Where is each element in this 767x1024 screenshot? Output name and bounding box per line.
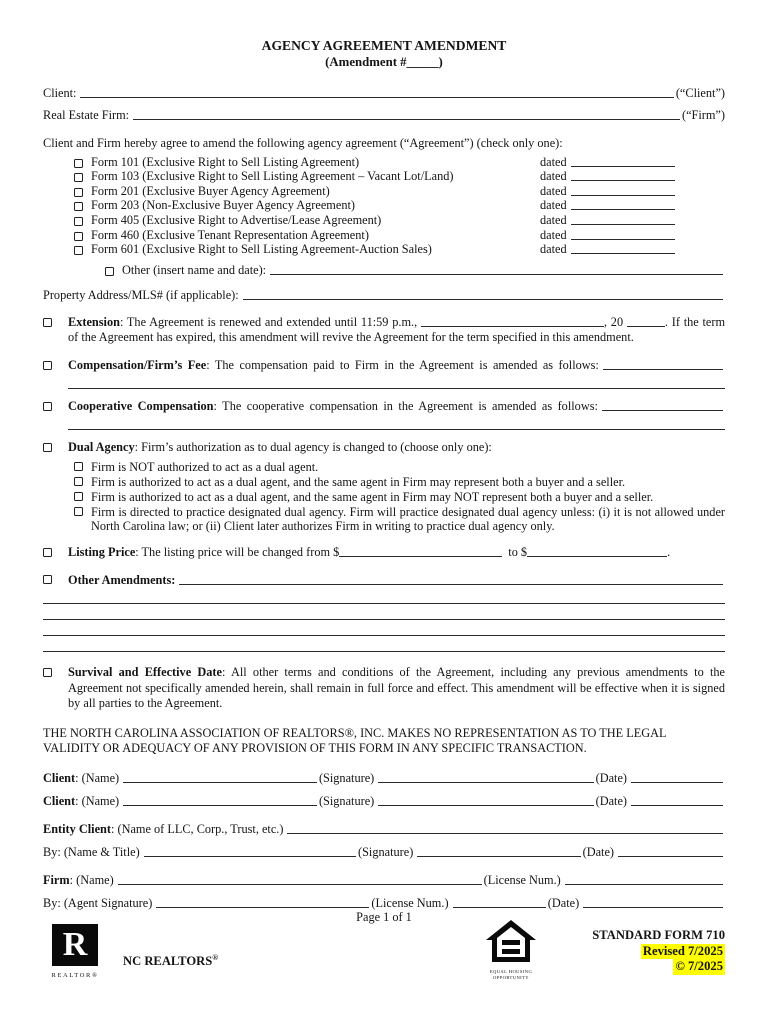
- standard-form-number: STANDARD FORM 710: [592, 928, 725, 942]
- other-form-input-line[interactable]: [270, 274, 723, 275]
- compensation-section: [43, 358, 725, 389]
- realtor-logo: [47, 924, 103, 983]
- agent-date-line[interactable]: [583, 907, 723, 908]
- entity-by-row: [43, 844, 725, 860]
- listing-price-label: Listing Price: [68, 545, 136, 560]
- client2-name-line[interactable]: [123, 805, 317, 806]
- cooperative-compensation-label: Cooperative Compensation: [68, 399, 214, 414]
- cooperative-input-line-2[interactable]: [68, 414, 725, 430]
- client1-date-line[interactable]: [631, 782, 723, 783]
- client2-signature-line[interactable]: [378, 805, 593, 806]
- client1-signature-line[interactable]: [378, 782, 593, 783]
- firm-name-input-line[interactable]: [133, 119, 680, 120]
- dated-label: dated: [540, 183, 567, 198]
- firm-license-line[interactable]: [565, 884, 723, 885]
- entity-by-date-line[interactable]: [618, 856, 723, 857]
- listing-price-section: [43, 545, 725, 563]
- dual-agency-checkbox[interactable]: [43, 443, 52, 452]
- agent-signature-line[interactable]: [156, 907, 369, 908]
- page-footer: [43, 910, 725, 1020]
- dual-agency-option-checkbox[interactable]: [74, 507, 83, 516]
- client-signature-row-2: Client: (Name) (Signature) (Date): [43, 793, 725, 809]
- other-amendments-input-line-3[interactable]: [43, 604, 725, 620]
- property-address-row: [43, 288, 725, 303]
- other-amendments-label: Other Amendments:: [68, 573, 176, 588]
- form-option-row: [74, 213, 725, 228]
- eho-caption-line2: OPPORTUNITY: [492, 974, 530, 980]
- signature-label: (Signature): [357, 844, 414, 859]
- cooperative-compensation-text: : The cooperative compensation in the Agreement is amended as follows:: [213, 399, 598, 414]
- form-option-checkbox[interactable]: [74, 246, 83, 255]
- nc-realtors-wordmark: NC REALTORS®: [123, 953, 219, 969]
- date-label: (Date): [595, 793, 627, 808]
- cooperative-compensation-checkbox[interactable]: [43, 402, 52, 411]
- amendment-number-line: (Amendment #_____): [325, 55, 443, 69]
- license-num-label: (License Num.): [483, 872, 561, 887]
- form-option-row: [74, 228, 725, 243]
- form-option-checkbox[interactable]: [74, 173, 83, 182]
- agent-signature-label: By: (Agent Signature): [43, 895, 153, 910]
- signature-label: (Signature): [318, 793, 375, 808]
- survival-checkbox[interactable]: [43, 668, 52, 677]
- dated-input-line[interactable]: [571, 180, 675, 181]
- client2-date-line[interactable]: [631, 805, 723, 806]
- client-name-input-line[interactable]: [80, 97, 673, 98]
- other-amendments-input-line-5[interactable]: [43, 636, 725, 652]
- copyright-date-highlight: © 7/2025: [675, 959, 723, 973]
- survival-text: Survival and Effective Date: All other terms and conditions of the Agreement, including any previous amendments to the Agreement not specifically amended herein, shall remain in full force and effect. This amendment will be effective when it is signed by all parties to the Agreement.: [68, 665, 725, 711]
- listing-price-period: .: [667, 545, 671, 560]
- listing-price-to-input-line[interactable]: [527, 547, 667, 557]
- dual-agency-option-row: [74, 475, 725, 490]
- signature-label: (Signature): [318, 770, 375, 785]
- listing-price-text-2: to $: [508, 545, 528, 560]
- extension-date-input-line[interactable]: [421, 317, 604, 327]
- license-num-label: (License Num.): [371, 895, 449, 910]
- eho-caption-line1: EQUAL HOUSING: [489, 969, 533, 974]
- realtor-r-icon: R: [52, 924, 98, 966]
- other-amendments-input-line-1[interactable]: [179, 584, 723, 585]
- property-address-label: Property Address/MLS# (if applicable):: [43, 288, 239, 303]
- form-option-checkbox[interactable]: [74, 159, 83, 168]
- client-label: Client:: [43, 86, 77, 100]
- other-amendments-checkbox[interactable]: [43, 575, 52, 584]
- form-option-checkbox[interactable]: [74, 188, 83, 197]
- firm-signature-row: Firm: (Name) (License Num.): [43, 872, 725, 888]
- other-form-label: Other (insert name and date):: [122, 263, 267, 278]
- listing-price-checkbox[interactable]: [43, 548, 52, 557]
- form-option-label: Form 601 (Exclusive Right to Sell Listing Agreement-Auction Sales): [91, 242, 432, 257]
- entity-client-name-line[interactable]: [287, 833, 723, 834]
- other-amendments-section: [43, 572, 725, 652]
- form-option-checkbox[interactable]: [74, 217, 83, 226]
- form-option-row: [74, 184, 725, 199]
- other-amendments-input-line-4[interactable]: [43, 620, 725, 636]
- form-option-label: Form 203 (Non-Exclusive Buyer Agency Agreement): [91, 198, 355, 213]
- agreement-form-list: [43, 155, 725, 278]
- client-row: [43, 86, 725, 101]
- equal-housing-logo: [480, 920, 542, 980]
- other-form-row: [74, 263, 725, 278]
- dated-label: dated: [540, 169, 567, 184]
- dual-agency-option-label: Firm is NOT authorized to act as a dual agent.: [91, 460, 319, 475]
- other-form-checkbox[interactable]: [105, 267, 114, 276]
- form-option-row: [74, 243, 725, 258]
- entity-client-row: Entity Client: (Name of LLC, Corp., Trust, etc.): [43, 821, 725, 837]
- cooperative-compensation-section: [43, 399, 725, 430]
- form-option-checkbox[interactable]: [74, 202, 83, 211]
- intro-paragraph: Client and Firm hereby agree to amend the following agency agreement (“Agreement”) (check only one):: [43, 136, 563, 150]
- dated-input-line[interactable]: [571, 253, 675, 254]
- extension-checkbox[interactable]: [43, 318, 52, 327]
- dual-agency-option-row: [74, 490, 725, 505]
- dated-label: dated: [540, 154, 567, 169]
- dual-agency-option-checkbox[interactable]: [74, 462, 83, 471]
- page-title: AGENCY AGREEMENT AMENDMENT: [261, 38, 507, 53]
- firm-label: Real Estate Firm:: [43, 108, 130, 122]
- dated-label: dated: [540, 227, 567, 242]
- dual-agency-option-row: [74, 505, 725, 535]
- compensation-input-line-1[interactable]: [603, 369, 723, 370]
- dated-label: dated: [540, 198, 567, 213]
- signature-block: [43, 770, 725, 911]
- by-name-title-label: By: (Name & Title): [43, 844, 140, 859]
- realtor-logo-caption: REALTOR®: [51, 972, 99, 979]
- date-label: (Date): [582, 844, 614, 859]
- form-option-label: Form 460 (Exclusive Tenant Representation Agreement): [91, 227, 369, 242]
- dual-agency-option-checkbox[interactable]: [74, 477, 83, 486]
- other-amendments-input-line-2[interactable]: [43, 588, 725, 604]
- dual-agency-option-row: [74, 460, 725, 475]
- dated-input-line[interactable]: [571, 195, 675, 196]
- compensation-checkbox[interactable]: [43, 361, 52, 370]
- dual-agency-option-label: Firm is authorized to act as a dual agent, and the same agent in Firm may represent both a buyer and a seller.: [91, 474, 626, 489]
- extension-year-input-line[interactable]: [627, 317, 665, 327]
- revised-date-highlight: Revised 7/2025: [642, 943, 723, 958]
- client-signature-row-1: Client: (Name) (Signature) (Date): [43, 770, 725, 786]
- form-option-row: [74, 155, 725, 170]
- form-option-label: Form 405 (Exclusive Right to Advertise/Lease Agreement): [91, 212, 382, 227]
- dual-agency-option-label: Firm is authorized to act as a dual agent, and the same agent in Firm may NOT represent both a buyer and a seller.: [91, 489, 654, 504]
- firm-suffix: (“Firm”): [681, 108, 725, 122]
- extension-section: [43, 315, 725, 345]
- page-number: Page 1 of 1: [356, 910, 412, 924]
- form-option-label: Form 201 (Exclusive Buyer Agency Agreement): [91, 183, 330, 198]
- dual-agency-options: [68, 460, 725, 534]
- dated-label: dated: [540, 242, 567, 257]
- firm-row: [43, 108, 725, 123]
- nc-association-disclaimer: THE NORTH CAROLINA ASSOCIATION OF REALTORS®, INC. MAKES NO REPRESENTATION AS TO THE LEGAL VALIDITY OR ADEQUACY OF ANY PROVISION OF THIS FORM IN ANY SPECIFIC TRANSACTION.: [43, 725, 667, 756]
- form-option-label: Form 101 (Exclusive Right to Sell Listing Agreement): [91, 154, 360, 169]
- client1-name-line[interactable]: [123, 782, 317, 783]
- entity-by-name-line[interactable]: [144, 856, 356, 857]
- dual-agency-section: [43, 440, 725, 534]
- equal-housing-house-icon: [485, 920, 537, 964]
- listing-price-from-input-line[interactable]: [339, 547, 502, 557]
- compensation-text: : The compensation paid to Firm in the Agreement is amended as follows:: [206, 358, 599, 373]
- entity-by-signature-line[interactable]: [417, 856, 580, 857]
- form-option-row: [74, 199, 725, 214]
- date-label: (Date): [595, 770, 627, 785]
- form-option-row: [74, 170, 725, 185]
- listing-price-text-1: : The listing price will be changed from $: [135, 545, 340, 560]
- form-option-label: Form 103 (Exclusive Right to Sell Listing Agreement – Vacant Lot/Land): [91, 169, 454, 184]
- form-option-checkbox[interactable]: [74, 232, 83, 241]
- dual-agency-heading: Dual Agency: Firm’s authorization as to dual agency is changed to (choose only one):: [68, 440, 492, 455]
- agent-signature-row: [43, 895, 725, 911]
- date-label: (Date): [547, 895, 580, 910]
- client-suffix: (“Client”): [675, 86, 725, 100]
- compensation-label: Compensation/Firm’s Fee: [68, 358, 207, 373]
- agent-license-line[interactable]: [453, 907, 546, 908]
- dated-input-line[interactable]: [571, 209, 675, 210]
- survival-section: [43, 665, 725, 712]
- dated-input-line[interactable]: [571, 224, 675, 225]
- firm-name-line[interactable]: [118, 884, 482, 885]
- dual-agency-option-checkbox[interactable]: [74, 492, 83, 501]
- property-address-input-line[interactable]: [243, 299, 723, 300]
- compensation-input-line-2[interactable]: [68, 373, 725, 389]
- dated-label: dated: [540, 212, 567, 227]
- dated-input-line[interactable]: [571, 166, 675, 167]
- extension-text: Extension: The Agreement is renewed and extended until 11:59 p.m., , 20 . If the term of the Agreement has expired, this amendment will revive the Agreement for the term specified in this amendment.: [68, 315, 726, 345]
- cooperative-input-line-1[interactable]: [602, 410, 723, 411]
- dated-input-line[interactable]: [571, 239, 675, 240]
- form-info-block: [592, 928, 725, 975]
- dual-agency-option-label: Firm is directed to practice designated dual agency. Firm will practice designated dual agency unless: (i) it is not allowed under North Carolina law; or (ii) Client later authorizes Firm in writing to practice dual agency only.: [91, 504, 725, 534]
